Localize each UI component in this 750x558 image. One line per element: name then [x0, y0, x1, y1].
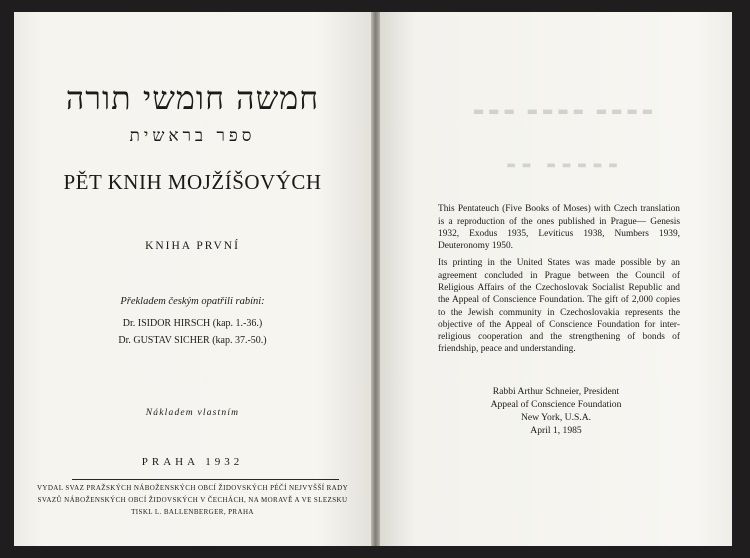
translators-intro: Překladem českým opatřili rabíni: [120, 296, 265, 307]
imprint-line-2: SVAZŮ NÁBOŽENSKÝCH OBCÍ ŽIDOVSKÝCH V ČECHÁCH, NA MORAVĚ A VE SLEZSKU [37, 496, 348, 504]
signature-date: April 1, 1985 [530, 425, 582, 436]
signature-org: Appeal of Conscience Foundation [490, 399, 622, 410]
left-page [14, 12, 371, 546]
imprint-line-1: VYDAL SVAZ PRAŽSKÝCH NÁBOŽENSKÝCH OBCÍ ŽIDOVSKÝCH PÉČÍ NEJVYŠŠÍ RADY [36, 484, 349, 492]
right-page [380, 12, 732, 546]
book-label: KNIHA PRVNÍ [145, 240, 240, 252]
divider-rule [72, 479, 339, 480]
bleed-through-text: ▬▬▬ ▬▬▬▬ ▬▬▬▬ [472, 104, 658, 118]
signature-place: New York, U.S.A. [520, 412, 592, 423]
hebrew-subtitle: ספר בראשית [129, 126, 256, 146]
paragraph-1: This Pentateuch (Five Books of Moses) with Czech translation is a reproduction of the ones published in Prague— Genesis 1932, Exodus 1935, Leviticus 1938, Numbers 1939, Deuteronomy 1950. [438, 204, 680, 252]
page-title: PĚT KNIH MOJŽÍŠOVÝCH [63, 170, 322, 194]
translator-1: Dr. ISIDOR HIRSCH (kap. 1.-36.) [122, 318, 263, 329]
book-gutter [371, 12, 380, 546]
signature-name: Rabbi Arthur Schneier, President [492, 386, 620, 397]
imprint-line-3: TISKL L. BALLENBERGER, PRAHA [131, 508, 254, 516]
paragraph-2: Its printing in the United States was made possible by an agreement concluded in Prague between the Council of Religious Affairs of the Czechoslovak Socialist Republic and the Appeal of Conscience Foundation. The gift of 2,000 copies to the Jewish community in Czechoslovakia represents the objective of the Appeal of Conscience Foundation for inter-religious cooperation and the strengthening of bonds of friendship, peace and understanding. [438, 258, 680, 355]
hebrew-title: חמשה חומשי תורה [65, 79, 320, 117]
bleed-through-text: ▬▬ ▬▬▬▬▬ [506, 160, 624, 171]
place-year: PRAHA 1932 [141, 456, 244, 468]
translator-2: Dr. GUSTAV SICHER (kap. 37.-50.) [118, 335, 267, 346]
publisher-note: Nákladem vlastním [145, 408, 240, 418]
